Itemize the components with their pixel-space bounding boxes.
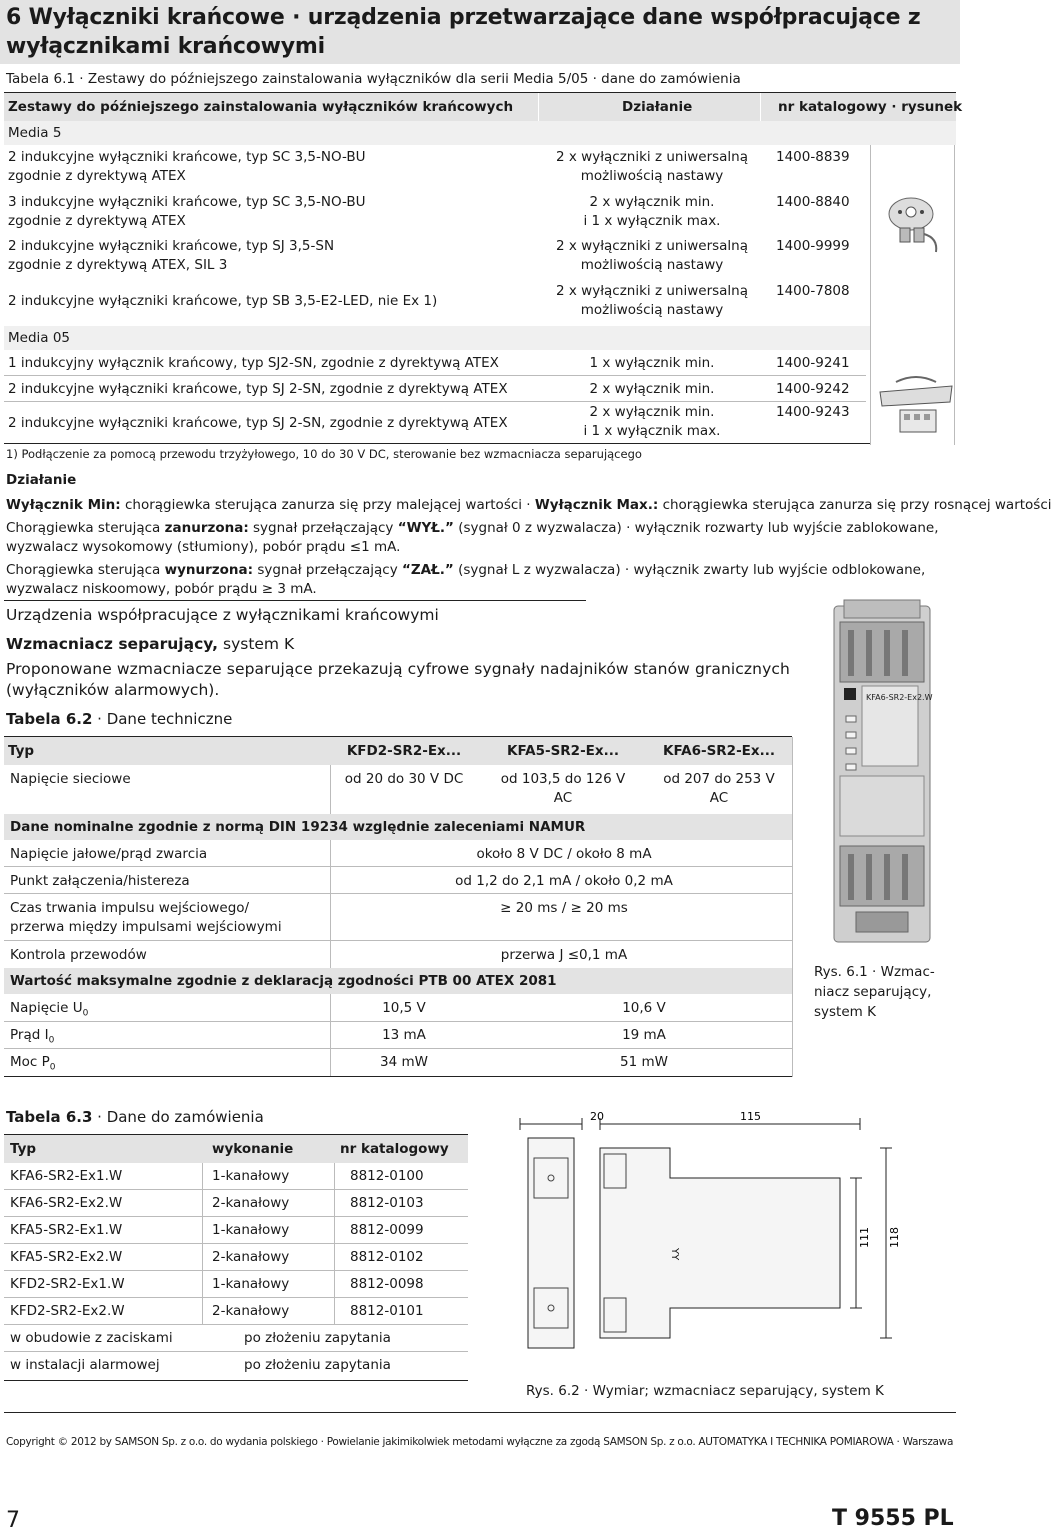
t62-namur-row: Dane nominalne zgodnie z normą DIN 19234 względnie zaleceniami NAMUR [4, 814, 792, 840]
t61-group-media5 [4, 121, 956, 145]
table-row: KFD2-SR2-Ex1.W 1-kanałowy 8812-0098 [4, 1271, 468, 1298]
dzialanie-line-1: Wyłącznik Min: chorągiewka sterująca zanurza się przy malejącej wartości · Wyłącznik Max.: chorągiewka sterująca zanurza się przy rosnącej wartości [6, 497, 1052, 513]
divider [4, 443, 870, 444]
dim-118: 118 [888, 1227, 901, 1248]
table-row: 1 indukcyjny wyłącznik krańcowy, typ SJ2-SN, zgodnie z dyrektywą ATEX [8, 355, 499, 371]
dzialanie-line-4: Chorągiewka sterująca wynurzona: sygnał przełączający “ZAŁ.” (sygnał L z wyzwalacza) · wyłącznik zwarty lub wyjście odblokowane, [6, 562, 926, 578]
table-6-3-header-row: Typ wykonanie nr katalogowy [4, 1135, 468, 1163]
table-6-1-caption: Tabela 6.1 · Zestawy do późniejszego zainstalowania wyłączników dla serii Media 5/05 · dane do zamówienia [6, 71, 741, 87]
t61-header-col2: Działanie [622, 99, 693, 115]
urz-heading: Urządzenia współpracujące z wyłącznikami krańcowymi [6, 606, 439, 624]
table-row: KFA5-SR2-Ex1.W 1-kanałowy 8812-0099 [4, 1217, 468, 1244]
group-label: Media 5 [8, 125, 62, 141]
divider [4, 600, 586, 601]
table-6-2-caption: Tabela 6.2 · Dane techniczne [6, 710, 233, 728]
limit-switch-kit-media05-icon [876, 372, 956, 442]
page-number: 7 [6, 1508, 20, 1533]
device-label: KFA6-SR2-Ex2.W [866, 693, 933, 702]
table-6-1-header-row [4, 93, 963, 121]
t62-atex-row: Wartość maksymalne zgodnie z deklaracją zgodności PTB 00 ATEX 2081 [4, 968, 792, 994]
dimension-drawing [500, 1108, 940, 1378]
dzialanie-line-2: Chorągiewka sterująca zanurzona: sygnał przełączający “WYŁ.” (sygnał 0 z wyzwalacza) · wyłącznik rozwarty lub wyjście zablokowane, [6, 520, 939, 536]
copyright: Copyright © 2012 by SAMSON Sp. z o.o. do wydania polskiego · Powielanie jakimikolwiek metodami wyłączne za zgodą SAMSON Sp. z o.o. AUTOMATYKA I TECHNIKA POMIAROWA · Warszawa [6, 1436, 954, 1448]
table-row: 3 indukcyjne wyłączniki krańcowe, typ SC 3,5-NO-BU zgodnie z dyrektywą ATEX [8, 194, 366, 229]
table-row: KFA6-SR2-Ex2.W 2-kanałowy 8812-0103 [4, 1190, 468, 1217]
table-6-3-caption: Tabela 6.3 · Dane do zamówienia [6, 1108, 264, 1126]
svg-text:YY: YY [669, 1248, 680, 1261]
table-row: w obudowie z zaciskami po złożeniu zapytania [4, 1325, 468, 1352]
table-row: 2 indukcyjne wyłączniki krańcowe, typ SJ 2-SN, zgodnie z dyrektywą ATEX [8, 381, 508, 397]
table-row: 2 indukcyjne wyłączniki krańcowe, typ SB 3,5-E2-LED, nie Ex 1) [8, 293, 438, 309]
table-row: 2 indukcyjne wyłączniki krańcowe, typ SC 3,5-NO-BU zgodnie z dyrektywą ATEX [8, 149, 366, 184]
isolating-amplifier-device-icon [826, 596, 938, 952]
urz-paragraph-1: Proponowane wzmacniacze separujące przekazują cyfrowe sygnały nadajników stanów granicznych [6, 660, 790, 678]
section-title: 6 Wyłączniki krańcowe · urządzenia przetwarzające dane współpracujące z wyłącznikami krańcowymi [6, 5, 921, 59]
document-number: T 9555 PL [832, 1506, 954, 1531]
dzialanie-heading: Działanie [6, 472, 77, 488]
table-row: w instalacji alarmowej po złożeniu zapytania [10, 1357, 391, 1373]
figure-6-1-caption: Rys. 6.1 · Wzmac- niacz separujący, system K [814, 964, 935, 1020]
urz-paragraph-2: (wyłączników alarmowych). [6, 681, 220, 699]
table-row: KFA6-SR2-Ex1.W 1-kanałowy 8812-0100 [4, 1163, 468, 1190]
figure-6-2-caption: Rys. 6.2 · Wymiar; wzmacniacz separujący, system K [526, 1383, 884, 1399]
table-row: 2 indukcyjne wyłączniki krańcowe, typ SJ 2-SN, zgodnie z dyrektywą ATEX [8, 415, 508, 431]
dim-115: 115 [740, 1110, 761, 1123]
t61-footnote: 1) Podłączenie za pomocą przewodu trzyżyłowego, 10 do 30 V DC, sterowanie bez wzmacniacza separującego [6, 447, 642, 461]
dzialanie-line-5: wyzwalacz niskoomowy, pobór prądu ≥ 3 mA. [6, 581, 317, 597]
section-header [0, 0, 960, 64]
group-label: Media 05 [8, 330, 71, 346]
table-row: 2 indukcyjne wyłączniki krańcowe, typ SJ 3,5-SN zgodnie z dyrektywą ATEX, SIL 3 [8, 238, 335, 273]
dim-20: 20 [590, 1110, 604, 1123]
t61-header-col3: nr katalogowy · rysunek [778, 99, 963, 115]
table-6-2-header-row: Typ KFD2-SR2-Ex... KFA5-SR2-Ex... KFA6-SR2-Ex... [4, 737, 792, 765]
t61-header-col1: Zestawy do późniejszego zainstalowania wyłączników krańcowych [8, 99, 514, 115]
urz-subheading: Wzmacniacz separujący, system K [6, 635, 295, 653]
table-row: KFA5-SR2-Ex2.W 2-kanałowy 8812-0102 [4, 1244, 468, 1271]
dim-111: 111 [858, 1227, 871, 1248]
table-row: KFD2-SR2-Ex2.W 2-kanałowy 8812-0101 [4, 1298, 468, 1325]
limit-switch-kit-media5-icon [876, 190, 946, 262]
dzialanie-line-3: wyzwalacz wysokomowy (stłumiony), pobór prądu ≤1 mA. [6, 539, 401, 555]
t61-group-media05 [4, 326, 870, 350]
